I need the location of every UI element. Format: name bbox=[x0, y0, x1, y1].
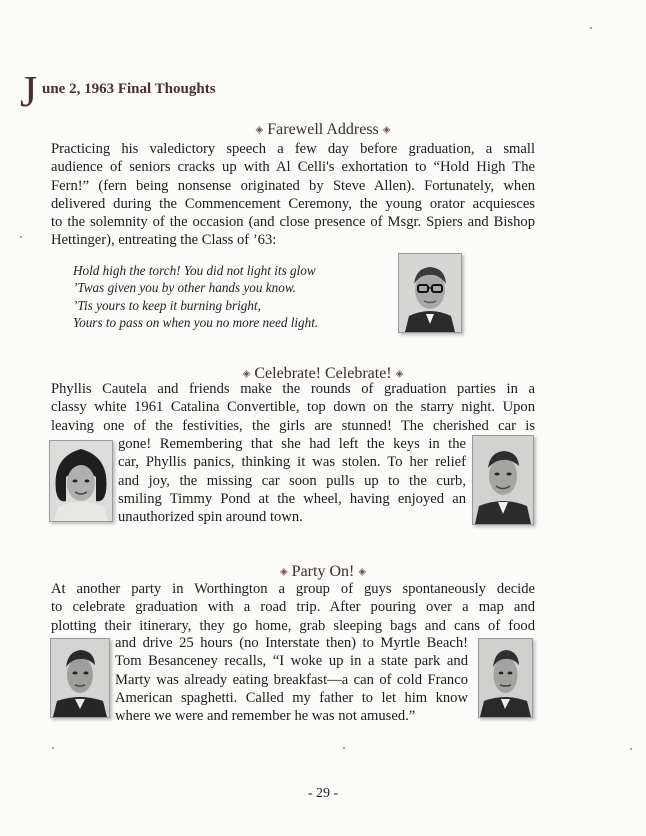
text-line: and drive 25 hours (no Interstate then) to Myrtle Beach! bbox=[115, 635, 468, 651]
scan-speck bbox=[630, 748, 632, 750]
page-number: - 29 - bbox=[307, 786, 339, 801]
party-paragraph-top bbox=[51, 580, 535, 635]
portrait-photo-phyllis-cautela bbox=[49, 440, 113, 522]
text-line: delivered during the Commencement Ceremony, the young orator acquiesces bbox=[51, 195, 535, 212]
text-line: leaving one of the festivities, the girls are stunned! The cherished car is bbox=[51, 417, 535, 434]
poem-line: Yours to pass on when you no more need light. bbox=[73, 314, 319, 330]
scan-speck bbox=[590, 27, 592, 29]
portrait-photo-al-celli bbox=[398, 253, 462, 333]
heading-text: Celebrate! Celebrate! bbox=[254, 365, 392, 382]
portrait-photo-marty bbox=[478, 638, 533, 718]
page-title bbox=[20, 67, 420, 120]
ornament-right: ◈ bbox=[382, 124, 391, 136]
text-line: At another party in Worthington a group of guys spontaneously decide bbox=[51, 581, 535, 597]
text-line: Practicing his valedictory speech a few day before graduation, a small bbox=[51, 141, 535, 157]
heading-text: Party On! bbox=[291, 563, 355, 580]
text-line: classy white 1961 Catalina Convertible, top down on the starry night. Upon bbox=[51, 399, 535, 416]
text-line: American spaghetti. Called my father to let him know bbox=[115, 689, 468, 706]
heading-farewell-address bbox=[0, 119, 646, 141]
party-paragraph-inset bbox=[115, 634, 468, 725]
text-line: plotting their itinerary, they go home, grab sleeping bags and cans of food bbox=[51, 617, 535, 634]
portrait-photo-timmy-pond bbox=[472, 435, 534, 525]
title-dropcap: J bbox=[20, 67, 38, 116]
ornament-left: ◈ bbox=[279, 566, 288, 578]
ornament-right: ◈ bbox=[395, 368, 404, 380]
ornament-right: ◈ bbox=[358, 566, 367, 578]
text-line: Phyllis Cautela and friends make the rounds of graduation parties in a bbox=[51, 381, 535, 397]
text-line: Fern!” (fern being nonsense originated by Steve Allen). Fortunately, when bbox=[51, 177, 535, 194]
poem-block bbox=[73, 262, 318, 331]
scan-speck bbox=[343, 747, 345, 749]
heading-text: Farewell Address bbox=[267, 121, 379, 138]
scan-speck bbox=[52, 747, 54, 749]
portrait-photo-tom-besanceney bbox=[50, 638, 110, 718]
title-text: une 2, 1963 Final Thoughts bbox=[42, 81, 216, 97]
text-line: audience of seniors cracks up with Al Celli's exhortation to “Hold High The bbox=[51, 159, 535, 176]
celebrate-paragraph-top bbox=[51, 380, 535, 435]
text-line: Tom Besanceney recalls, “I woke up in a state park and bbox=[115, 653, 468, 670]
text-line: where we were and remember he was not amused.” bbox=[115, 708, 416, 725]
poem-line: ’Tis yours to keep it burning bright, bbox=[73, 297, 261, 313]
ornament-left: ◈ bbox=[242, 368, 251, 380]
poem-line: Hold high the torch! You did not light its glow bbox=[73, 263, 316, 278]
ornament-left: ◈ bbox=[255, 124, 264, 136]
text-line: car, Phyllis panics, thinking it was stolen. To her relief bbox=[118, 454, 466, 471]
text-line: gone! Remembering that she had left the keys in the bbox=[118, 436, 466, 452]
farewell-paragraph bbox=[51, 140, 535, 250]
text-line: smiling Timmy Pond at the wheel, having enjoyed an bbox=[118, 490, 466, 507]
text-line: and joy, the missing car soon pulls up to the curb, bbox=[118, 472, 466, 489]
text-line: Marty was already eating breakfast—a can of cold Franco bbox=[115, 671, 468, 688]
scan-speck bbox=[20, 236, 22, 238]
celebrate-paragraph-inset bbox=[118, 435, 466, 526]
text-line: to the solemnity of the occasion (and close presence of Msgr. Spiers and Bishop bbox=[51, 214, 535, 231]
poem-line: ’Twas given you by other hands you know. bbox=[73, 280, 296, 296]
text-line: unauthorized spin around town. bbox=[118, 509, 303, 526]
text-line: Hettinger), entreating the Class of ’63: bbox=[51, 232, 277, 249]
text-line: to celebrate graduation with a road trip. After pouring over a map and bbox=[51, 599, 535, 616]
